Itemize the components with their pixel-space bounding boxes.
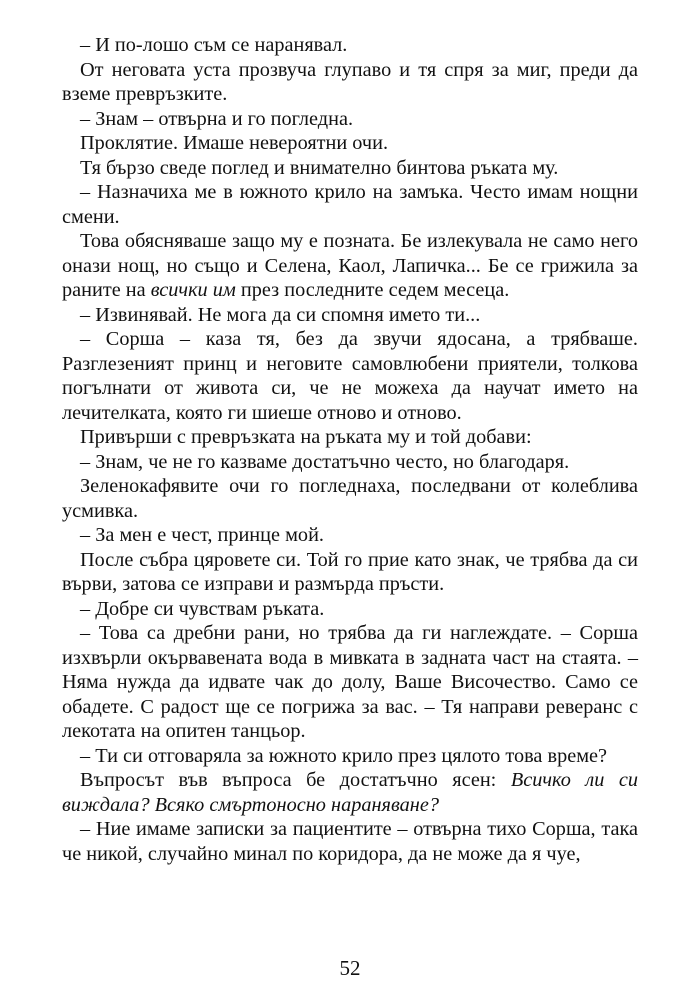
text-run: – И по-лошо съм се наранявал. bbox=[80, 34, 348, 56]
text-run: Проклятие. Имаше невероятни очи. bbox=[80, 132, 389, 154]
paragraph bbox=[62, 768, 638, 817]
text-run: – Знам, че не го казваме достатъчно често, но благодаря. bbox=[80, 450, 570, 473]
paragraph bbox=[62, 327, 638, 425]
body-text bbox=[62, 33, 638, 866]
paragraph bbox=[62, 229, 638, 303]
text-run: – Това са дребни рани, но трябва да ги наглеждате. – Сорша изхвърли окървавената вода в мивката в задната част на стаята. – Няма нужда да идвате чак до долу, Ваше Височество. Само се обадете. С радост ще се погрижа за вас. – Тя направи реверанс с лекотата на опитен танцьор. bbox=[62, 622, 638, 742]
text-run: Тя бързо сведе поглед и внимателно бинтова ръката му. bbox=[80, 156, 559, 179]
paragraph bbox=[62, 156, 638, 181]
italic-text: Всичко ли си виждала? Всяко смъртоносно нараняване? bbox=[62, 769, 638, 816]
text-run: – Сорша – каза тя, без да звучи ядосана, а трябваше. Разглезеният принц и неговите самовлюбени приятели, толкова погълнати от живота си, че не можеха да научат името на лечителката, която ги шиеше отново и отново. bbox=[62, 328, 638, 424]
paragraph bbox=[62, 474, 638, 523]
text-run: От неговата уста прозвуча глупаво и тя спря за миг, преди да вземе превръзките. bbox=[62, 58, 638, 105]
text-run: – Назначиха ме в южното крило на замъка. Често имам нощни смени. bbox=[62, 181, 638, 228]
italic-text: всички им bbox=[150, 279, 236, 301]
paragraph bbox=[62, 131, 638, 156]
paragraph bbox=[62, 744, 638, 769]
text-run: – Извинявай. Не мога да си спомня името ти... bbox=[80, 303, 481, 326]
paragraph bbox=[62, 621, 638, 744]
paragraph bbox=[62, 425, 638, 450]
paragraph bbox=[62, 450, 638, 475]
text-run: – Ние имаме записки за пациентите – отвърна тихо Сорша, така че никой, случайно минал по коридора, да не може да я чуе, bbox=[62, 818, 638, 865]
page-number: 52 bbox=[339, 956, 361, 980]
text-run: После събра цяровете си. Той го прие като знак, че трябва да си върви, затова се изправи и размърда пръсти. bbox=[62, 548, 638, 595]
paragraph bbox=[62, 817, 638, 866]
text-run: Привърши с превръзката на ръката му и той добави: bbox=[80, 426, 532, 448]
paragraph bbox=[62, 523, 638, 548]
text-run: – Знам – отвърна и го погледна. bbox=[80, 107, 354, 130]
paragraph bbox=[62, 548, 638, 597]
paragraph bbox=[62, 303, 638, 328]
paragraph bbox=[62, 58, 638, 107]
paragraph bbox=[62, 107, 638, 132]
text-run: Зеленокафявите очи го погледнаха, последвани от колеблива усмивка. bbox=[62, 475, 638, 522]
text-run: – За мен е чест, принце мой. bbox=[80, 524, 324, 546]
text-run: – Добре си чувствам ръката. bbox=[80, 597, 325, 620]
text-run: – Ти си отговаряла за южното крило през цялото това време? bbox=[80, 744, 608, 767]
paragraph bbox=[62, 33, 638, 58]
paragraph bbox=[62, 180, 638, 229]
paragraph bbox=[62, 597, 638, 622]
text-run: Въпросът във въпроса бе достатъчно ясен: bbox=[80, 769, 511, 791]
text-run: през последните седем месеца. bbox=[235, 279, 510, 301]
text-run: Това обясняваше защо му е позната. Бе излекувала не само него онази нощ, но също и Селена, Каол, Лапичка... Бе се грижила за раните на bbox=[62, 230, 638, 301]
